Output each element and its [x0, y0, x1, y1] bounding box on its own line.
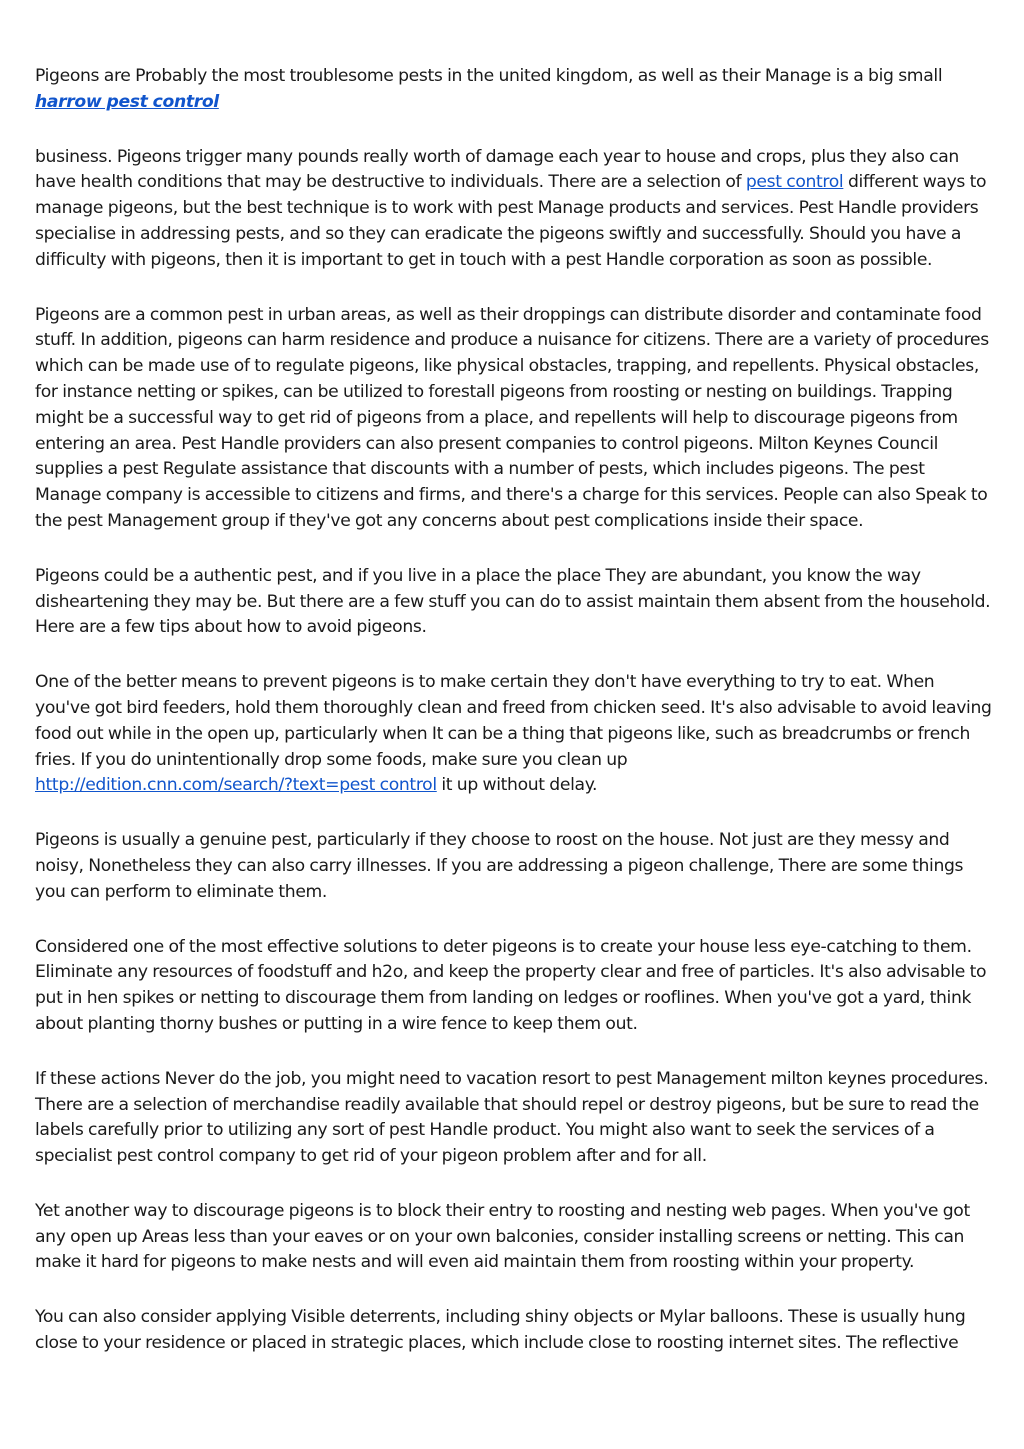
- paragraph-2-text-after: different ways to manage pigeons, but the best technique is to work with pest Manage products and services. Pest Handle providers specialise in addressing pests, and so they can eradicate the pigeons swiftly and successfully. Should you have a difficulty with pigeons, then it is important to get in touch with a pest Handle corporation as soon as possible.: [35, 172, 987, 270]
- paragraph-2-text-before: business. Pigeons trigger many pounds really worth of damage each year to house and crops, plus they also can have health conditions that may be destructive to individuals. There are a selection of: [35, 146, 959, 193]
- paragraph-3: Pigeons are a common pest in urban areas, as well as their droppings can distribute disorder and contaminate food stuff. In addition, pigeons can harm residence and produce a nuisance for citizens. There are a variety of procedures which can be made use of to regulate pigeons, like physical obstacles, trapping, and repellents. Physical obstacles, for instance netting or spikes, can be utilized to forestall pigeons from roosting or nesting on buildings. Trapping might be a successful way to get rid of pigeons from a place, and repellents will help to discourage pigeons from entering an area. Pest Handle providers can also present companies to control pigeons. Milton Keynes Council supplies a pest Regulate assistance that discounts with a number of pests, which includes pigeons. The pest Manage company is accessible to citizens and firms, and there's a charge for this services. People can also Speak to the pest Management group if they've got any concerns about pest complications inside their space.: [35, 304, 989, 531]
- cnn-search-link[interactable]: http://edition.cnn.com/search/?text=pest control: [35, 775, 437, 796]
- paragraph-5-text-after: it up without delay.: [441, 775, 598, 796]
- pest-control-link[interactable]: pest control: [745, 172, 844, 193]
- paragraph-7: Considered one of the most effective solutions to deter pigeons is to create your house less eye-catching to them. Eliminate any resources of foodstuff and h2o, and keep the property clear and free of particles. It's also advisable to put in hen spikes or netting to discourage them from landing on ledges or rooflines. When you've got a yard, think about planting thorny bushes or putting in a wire fence to keep them out.: [35, 936, 987, 1034]
- paragraph-1: [35, 64, 993, 116]
- paragraph-4: Pigeons could be a authentic pest, and if you live in a place the place They are abundant, you know the way disheartening they may be. But there are a few stuff you can do to assist maintain them absent from the household. Here are a few tips about how to avoid pigeons.: [35, 565, 991, 638]
- paragraph-9: Yet another way to discourage pigeons is to block their entry to roosting and nesting web pages. When you've got any open up Areas less than your eaves or on your own balconies, consider installing screens or netting. This can make it hard for pigeons to make nests and will even aid maintain them from roosting within your property.: [35, 1200, 970, 1273]
- paragraph-5: [35, 670, 993, 799]
- document-body: [35, 64, 993, 1386]
- paragraph-8: If these actions Never do the job, you might need to vacation resort to pest Management milton keynes procedures. There are a selection of merchandise readily available that should repel or destroy pigeons, but be sure to read the labels carefully prior to utilizing any sort of pest Handle product. You might also want to seek the services of a specialist pest control company to get rid of your pigeon problem after and for all.: [35, 1068, 989, 1167]
- paragraph-2: [35, 145, 993, 274]
- paragraph-1-text: Pigeons are Probably the most troublesome pests in the united kingdom, as well as their Manage is a big small: [35, 66, 943, 86]
- paragraph-10: You can also consider applying Visible deterrents, including shiny objects or Mylar balloons. These is usually hung close to your residence or placed in strategic places, which include close to roosting internet sites. The reflective: [35, 1307, 966, 1354]
- harrow-pest-control-link[interactable]: harrow pest control: [35, 91, 219, 112]
- paragraph-5-text-before: One of the better means to prevent pigeons is to make certain they don't have everything to try to eat. When you've got bird feeders, hold them thoroughly clean and freed from chicken seed. It's also advisable to avoid leaving food out while in the open up, particularly when It can be a thing that pigeons like, such as breadcrumbs or french fries. If you do unintentionally drop some foods, make sure you clean up: [35, 672, 992, 770]
- paragraph-6: Pigeons is usually a genuine pest, particularly if they choose to roost on the house. Not just are they messy and noisy, Nonetheless they can also carry illnesses. If you are addressing a pigeon challenge, There are some things you can perform to eliminate them.: [35, 830, 964, 902]
